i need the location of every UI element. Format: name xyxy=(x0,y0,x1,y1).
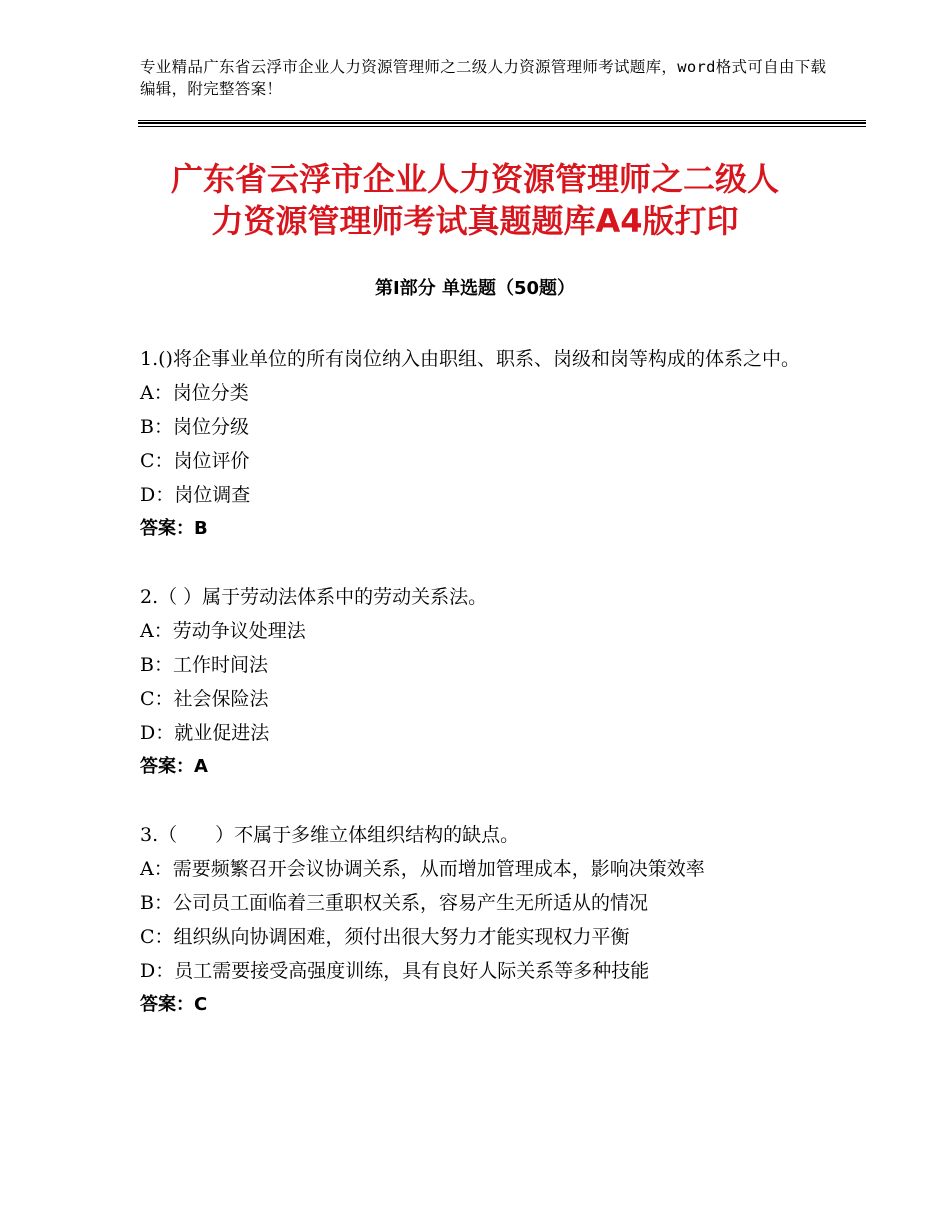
option-b: B：公司员工面临着三重职权关系，容易产生无所适从的情况 xyxy=(140,892,648,914)
question-text: 2.（ ）属于劳动法体系中的劳动关系法。 xyxy=(140,586,488,608)
answer: 答案：C xyxy=(140,994,208,1015)
header-rule-thick xyxy=(138,122,866,124)
answer: 答案：B xyxy=(140,518,208,539)
option-a: A：岗位分类 xyxy=(140,382,249,404)
section-title: 第Ⅰ部分 单选题（50题） xyxy=(374,278,575,299)
document-title xyxy=(100,158,850,242)
header-rule-thin-top xyxy=(138,120,866,121)
question-2 xyxy=(140,580,840,784)
header-note: 专业精品广东省云浮市企业人力资源管理师之二级人力资源管理师考试题库，word格式可自由下载编辑，附完整答案！ xyxy=(140,58,827,98)
option-d: D：岗位调查 xyxy=(140,484,251,506)
option-a: A：劳动争议处理法 xyxy=(140,620,306,642)
question-text: 1.()将企事业单位的所有岗位纳入由职组、职系、岗级和岗等构成的体系之中。 xyxy=(140,348,800,370)
option-a: A：需要频繁召开会议协调关系，从而增加管理成本，影响决策效率 xyxy=(140,858,705,880)
option-b: B：工作时间法 xyxy=(140,654,268,676)
answer: 答案：A xyxy=(140,756,208,777)
question-1 xyxy=(140,342,840,546)
option-c: C：组织纵向协调困难，须付出很大努力才能实现权力平衡 xyxy=(140,926,630,948)
option-b: B：岗位分级 xyxy=(140,416,249,438)
document-title-line2: 力资源管理师考试真题题库A4版打印 xyxy=(211,202,739,240)
option-c: C：社会保险法 xyxy=(140,688,269,710)
option-c: C：岗位评价 xyxy=(140,450,250,472)
header-rule-thin-bottom xyxy=(138,126,866,127)
question-text: 3.（ ）不属于多维立体组织结构的缺点。 xyxy=(140,824,520,846)
question-list xyxy=(140,342,840,1056)
question-3 xyxy=(140,818,840,1022)
option-d: D：就业促进法 xyxy=(140,722,270,744)
option-d: D：员工需要接受高强度训练，具有良好人际关系等多种技能 xyxy=(140,960,650,982)
document-title-line1: 广东省云浮市企业人力资源管理师之二级人 xyxy=(170,160,779,198)
